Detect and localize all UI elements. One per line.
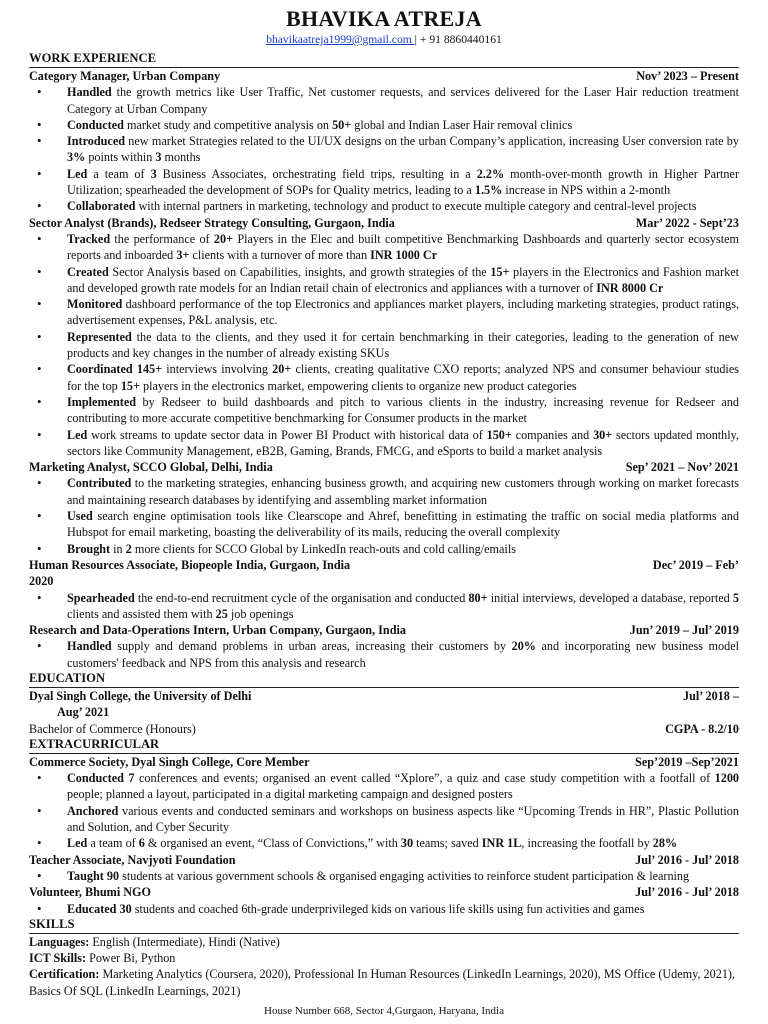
entry-dates: Sep’2019 –Sep’2021 [635, 754, 739, 769]
contact-line [29, 33, 739, 47]
bullet-item [29, 231, 739, 264]
education-dates: Jul’ 2018 – [683, 688, 739, 703]
bullet-text: points within [85, 150, 156, 165]
bullet-item [29, 770, 739, 803]
bullet-emphasis: 20+ [272, 362, 292, 377]
bullet-emphasis: Implemented [67, 394, 137, 409]
bullet-text: Sector Analysis based on Capabilities, insights, and growth strategies of the [108, 264, 491, 279]
bullet-list [29, 901, 739, 917]
bullet-emphasis: Brought [67, 541, 111, 556]
bullet-item [29, 133, 739, 166]
bullet-emphasis: 20+ [213, 231, 234, 246]
bullet-item [29, 84, 739, 117]
bullet-emphasis: Represented [67, 329, 132, 344]
bullet-emphasis: Monitored [67, 297, 123, 312]
bullet-text: players in the electronics market, empowering clients to organize new product categories [139, 378, 577, 393]
entry-dates: Mar’ 2022 - Sept’23 [635, 215, 739, 230]
bullet-list [29, 868, 739, 884]
bullet-text: Business Associates, orchestrating field trips, resulting in a [156, 166, 477, 181]
bullet-emphasis: Conducted 7 [67, 771, 135, 786]
bullet-emphasis: Anchored [67, 803, 119, 818]
bullet-text: job openings [227, 606, 294, 621]
entry [29, 459, 739, 557]
entry-title: Volunteer, Bhumi NGO [29, 885, 152, 900]
bullet-text: global and Indian Laser Hair removal clinics [351, 117, 573, 132]
entry-head [29, 215, 739, 231]
entry-dates: Dec’ 2019 – Feb’ [652, 557, 739, 572]
bullet-emphasis: 80+ [468, 590, 488, 605]
bullet-item [29, 590, 739, 623]
entry-title: Teacher Associate, Navjyoti Foundation [29, 852, 236, 867]
bullet-text: by Redseer to build dashboards and pitch to various clients in the industry, increasing revenue for Redseer and contributing to more accurate competitive benchmarking for Consumer products in the market [67, 394, 739, 426]
bullet-item [29, 264, 739, 297]
bullet-text: with internal partners in marketing, technology and product to execute multiple category and central-level projects [135, 199, 697, 214]
bullet-emphasis: Led [67, 427, 88, 442]
entry-head [29, 884, 739, 900]
bullet-text: initial interviews, developed a database, reported [487, 590, 733, 605]
bullet-text: clients, creating qualitative CXO reports; analyzed NPS and consumer behaviour studies for the top [67, 362, 739, 393]
bullet-emphasis: INR 8000 Cr [596, 280, 664, 295]
skill-languages-label: Languages: [29, 934, 90, 949]
bullet-item [29, 508, 739, 541]
skill-languages [29, 934, 739, 950]
bullet-item [29, 427, 739, 460]
bullet-emphasis: 28% [652, 836, 678, 851]
entry [29, 754, 739, 852]
entry-title: Research and Data-Operations Intern, Urban Company, Gurgaon, India [29, 623, 406, 638]
bullet-text: months [161, 150, 201, 165]
bullet-text: people; planned a layout, participated in a digital marketing campaign and designed posters [67, 787, 513, 802]
education-entry [29, 688, 739, 737]
entry-title: Human Resources Associate, Biopeople India, Gurgaon, India [29, 557, 351, 572]
bullet-item [29, 638, 739, 671]
bullet-text: and incorporating new business model customers' feedback and NPS from this analysis and research [67, 639, 740, 670]
bullet-item [29, 361, 739, 394]
education-head [29, 688, 739, 721]
degree-name: Bachelor of Commerce (Honours) [29, 721, 196, 736]
bullet-list [29, 770, 739, 851]
entry-head [29, 852, 739, 868]
work-experience-list [29, 68, 739, 671]
skill-languages-value: English (Intermediate), Hindi (Native) [89, 934, 280, 949]
bullet-emphasis: 15+ [490, 264, 510, 279]
bullet-emphasis: 3% [67, 150, 86, 165]
entry-dates: Jul’ 2016 - Jul’ 2018 [635, 852, 739, 867]
bullet-emphasis: Educated 30 [67, 901, 132, 916]
degree-row [29, 721, 739, 737]
bullet-text: Players in the Elec and built competitive Benchmarking Dashboards and quarterly sector ecosystem reports and inboarded [67, 231, 739, 263]
bullet-emphasis: Taught 90 [67, 868, 120, 883]
bullet-text: , increasing the footfall by [521, 836, 653, 851]
skill-cert-label: Certification: [29, 967, 100, 982]
bullet-emphasis: 3+ [176, 248, 190, 263]
bullet-item [29, 868, 739, 884]
entry-head [29, 459, 739, 475]
bullet-emphasis: Collaborated [67, 199, 136, 214]
bullet-emphasis: Contributed [67, 476, 132, 491]
bullet-item [29, 166, 739, 199]
entry-dates: Nov’ 2023 – Present [636, 69, 739, 83]
bullet-emphasis: INR 1L [481, 836, 522, 851]
bullet-emphasis: Handled [67, 85, 112, 100]
bullet-emphasis: INR 1000 Cr [370, 248, 438, 263]
bullet-item [29, 835, 739, 851]
bullet-list [29, 475, 739, 556]
bullet-emphasis: Conducted [67, 117, 124, 132]
entry [29, 557, 739, 622]
bullet-emphasis: Introduced [67, 134, 126, 149]
bullet-item [29, 541, 739, 557]
bullet-emphasis: Spearheaded [67, 590, 135, 605]
bullet-list [29, 638, 739, 671]
entry-head [29, 622, 739, 638]
bullet-emphasis: 30+ [593, 427, 613, 442]
bullet-emphasis: 2 [125, 541, 132, 556]
skill-ict-label: ICT Skills: [29, 951, 87, 966]
entry-title: Category Manager, Urban Company [29, 69, 221, 83]
bullet-item [29, 394, 739, 427]
entry-head [29, 68, 739, 84]
skill-ict [29, 950, 739, 966]
bullet-text: companies and [511, 427, 594, 442]
bullet-text: a team of [87, 166, 151, 181]
bullet-item [29, 198, 739, 214]
education-dates-cont: Aug’ 2021 [57, 705, 110, 720]
entry-dates-cont: 2020 [29, 574, 54, 589]
bullet-text: a team of [87, 836, 139, 851]
bullet-text: work streams to update sector data in Power BI Product with historical data of [87, 427, 487, 442]
bullet-text: the performance of [110, 231, 214, 246]
candidate-name: BHAVIKA ATREJA [286, 6, 482, 31]
entry-dates: Jul’ 2016 - Jul’ 2018 [635, 885, 739, 900]
bullet-text: dashboard performance of the top Electronics and appliances market players, including marketing strategies, product ratings, advertisement expenses, P&L analysis, etc. [67, 297, 739, 328]
bullet-item [29, 901, 739, 917]
entry [29, 884, 739, 917]
entry-title: Marketing Analyst, SCCO Global, Delhi, India [29, 460, 273, 475]
email-link[interactable]: bhavikaatreja1999@gmail.com [266, 33, 415, 46]
extracurricular-list [29, 754, 739, 917]
entry-head [29, 557, 739, 590]
bullet-item [29, 117, 739, 133]
section-title-skills: SKILLS [29, 917, 739, 934]
entry-title: Sector Analyst (Brands), Redseer Strategy Consulting, Gurgaon, India [29, 215, 395, 230]
bullet-emphasis: 2.2% [476, 166, 505, 181]
bullet-text: players in the Electronics and Fashion market and developed growth rate models for an Indian retail chain of electronics and appliances with a turnover of [67, 264, 739, 295]
bullet-text: month-over-month growth in Higher Partner Utilization; spearheaded the development of SOPs for Quality metrics, leading to a [67, 166, 739, 198]
entry [29, 622, 739, 671]
bullet-text: students at various government schools & organised engaging activities to reinforce student participation & learning [119, 868, 690, 883]
bullet-emphasis: 30 [400, 836, 414, 851]
skill-certification [29, 966, 739, 999]
bullet-text: interviews involving [162, 362, 273, 377]
bullet-emphasis: 6 [138, 836, 145, 851]
bullet-text: various events and conducted seminars and workshops on business aspects like “Upcoming Trends in HR”, Plastic Pollution and Solution, and Cyber Security [67, 803, 739, 835]
bullet-emphasis: 50+ [332, 117, 352, 132]
bullet-item [29, 329, 739, 362]
bullet-text: clients and assisted them with [67, 606, 216, 621]
entry [29, 215, 739, 459]
bullet-text: & organised an event, “Class of Convictions,” with [144, 836, 401, 851]
bullet-emphasis: 5 [732, 590, 739, 605]
bullet-emphasis: 3 [150, 166, 157, 181]
college-name: Dyal Singh College, the University of Delhi [29, 688, 252, 703]
skill-cert-value: Marketing Analytics (Coursera, 2020), Professional In Human Resources (LinkedIn Learnings, 2020), MS Office (Udemy, 2021), Basics Of SQL (LinkedIn Learnings, 2021) [29, 967, 736, 998]
bullet-list [29, 84, 739, 214]
bullet-list [29, 590, 739, 623]
contact-separator: | [414, 33, 420, 46]
bullet-emphasis: Handled [67, 639, 112, 654]
bullet-emphasis: 25 [215, 606, 228, 621]
entry-title: Commerce Society, Dyal Singh College, Core Member [29, 754, 310, 769]
entry [29, 852, 739, 885]
skill-ict-value: Power Bi, Python [86, 951, 176, 966]
bullet-emphasis: Led [67, 166, 88, 181]
bullet-text: in [110, 541, 126, 556]
phone-number: + 91 8860440161 [419, 33, 502, 46]
bullet-item [29, 475, 739, 508]
entry-dates: Sep’ 2021 – Nov’ 2021 [625, 460, 739, 475]
bullet-text: sectors updated monthly, sectors like Community Management, eB2B, Gaming, Brands, FMCG, and eSports to build a market analysis [67, 427, 739, 458]
entry-dates: Jun’ 2019 – Jul’ 2019 [629, 623, 739, 638]
bullet-text: conferences and events; organised an event called “Xplore”, a quiz and case study competition with a footfall of [134, 771, 715, 786]
entry [29, 68, 739, 215]
section-title-work: WORK EXPERIENCE [29, 51, 739, 68]
section-title-education: EDUCATION [29, 671, 739, 688]
bullet-text: increase in NPS within a 2-month [502, 183, 671, 198]
bullet-emphasis: 20% [511, 639, 536, 654]
bullet-text: clients with a turnover of more than [189, 248, 371, 263]
bullet-emphasis: Created [67, 264, 109, 279]
bullet-emphasis: 1200 [714, 771, 739, 786]
footer-address: House Number 668, Sector 4,Gurgaon, Haryana, India [264, 1005, 504, 1017]
bullet-text: new market Strategies related to the UI/UX designs on the urban Company’s application, increasing User conversion rate by [125, 134, 739, 149]
bullet-emphasis: Led [67, 836, 88, 851]
bullet-emphasis: 15+ [120, 378, 140, 393]
bullet-text: to the marketing strategies, enhancing business growth, and acquiring new customers through working on market forecasts and maintaining research databases by identifying and assembling market information [67, 476, 739, 507]
skills-block [29, 934, 739, 999]
bullet-emphasis: Tracked [67, 231, 111, 246]
bullet-text: the data to the clients, and they used it for certain benchmarking in their categories, leading to the generation of new products and key changes in the number of already existing SKUs [67, 329, 739, 361]
bullet-text: market study and competitive analysis on [123, 117, 333, 132]
bullet-item [29, 296, 739, 329]
entry-head [29, 754, 739, 770]
bullet-text: supply and demand problems in urban areas, increasing their customers by [111, 639, 512, 654]
bullet-text: students and coached 6th-grade underprivileged kids on various life skills using fun activities and games [131, 901, 645, 916]
section-title-extracurricular: EXTRACURRICULAR [29, 737, 739, 754]
bullet-text: teams; saved [413, 836, 482, 851]
bullet-emphasis: 150+ [486, 427, 512, 442]
bullet-emphasis: 3 [155, 150, 162, 165]
cgpa: CGPA - 8.2/10 [665, 721, 739, 736]
bullet-emphasis: Used [67, 509, 93, 524]
bullet-text: more clients for SCCO Global by LinkedIn reach-outs and cold calling/emails [131, 541, 516, 556]
bullet-item [29, 803, 739, 836]
bullet-text: the end-to-end recruitment cycle of the organisation and conducted [134, 590, 469, 605]
bullet-emphasis: 1.5% [474, 183, 503, 198]
bullet-emphasis: Coordinated 145+ [67, 362, 163, 377]
bullet-list [29, 231, 739, 459]
bullet-text: search engine optimisation tools like Clearscope and Ahref, benefitting in estimating the traffic on social media platforms and Hubspot for email marketing, boasting the deliverability of its mails, reducing the overall complexity [67, 509, 739, 540]
bullet-text: the growth metrics like User Traffic, Net customer requests, and services delivered for the Laser Hair reduction treatment Category at Urban Company [67, 85, 739, 116]
